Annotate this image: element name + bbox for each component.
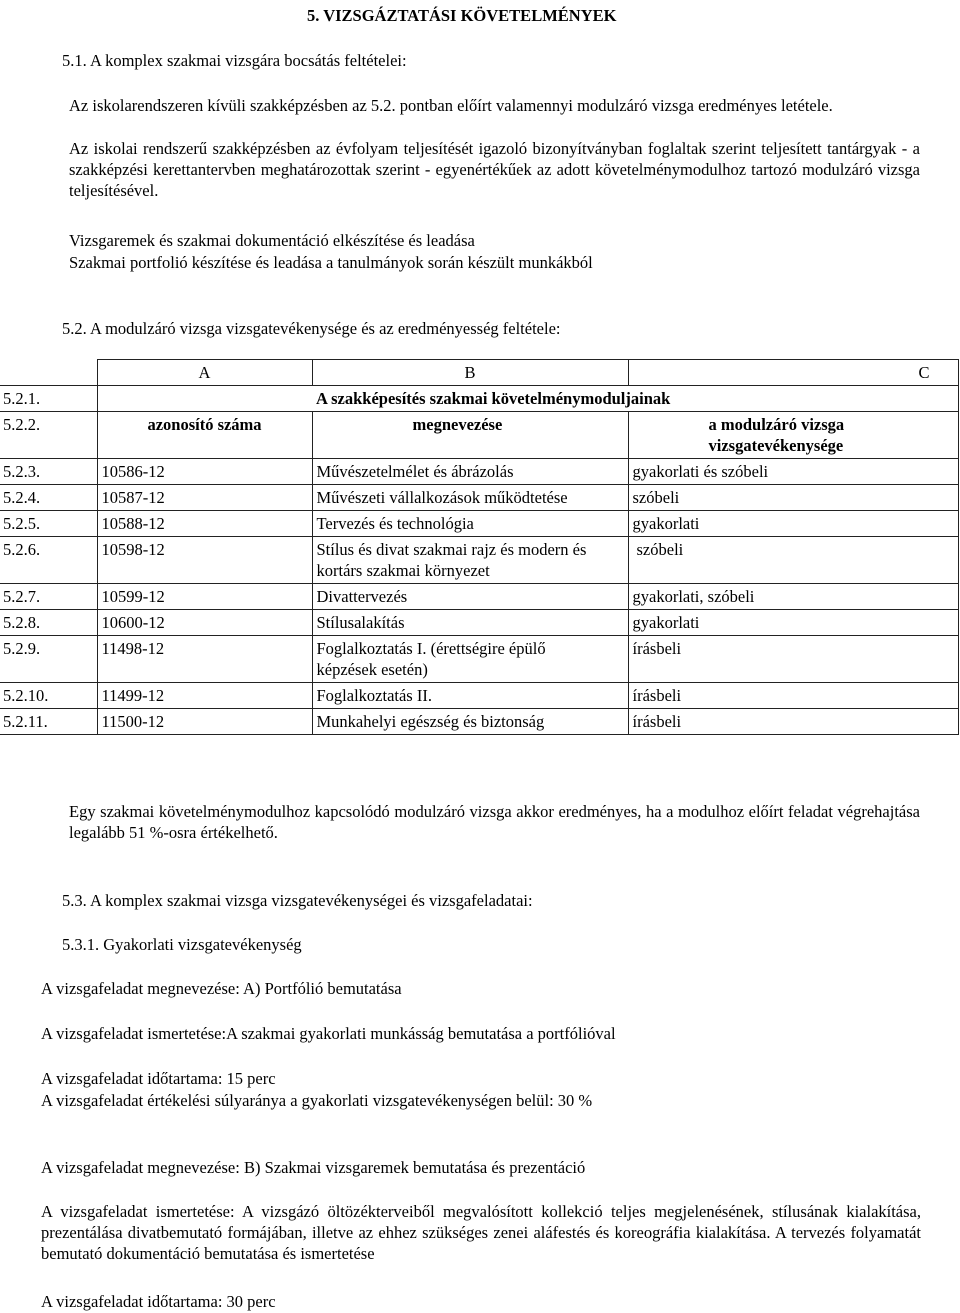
module-id: 10587-12: [97, 485, 312, 511]
table-row: [0, 537, 958, 584]
module-id: 11498-12: [97, 636, 312, 683]
header-name: megnevezése: [312, 412, 628, 459]
row-number: 5.2.1.: [0, 386, 97, 412]
module-name: Tervezés és technológia: [312, 511, 628, 537]
column-letter-a: A: [97, 360, 312, 386]
column-letter-c: C: [628, 360, 958, 386]
module-name: Stílusalakítás: [312, 610, 628, 636]
module-activity: írásbeli: [628, 709, 958, 735]
task-b-duration: A vizsgafeladat időtartama: 30 perc: [41, 1292, 276, 1311]
page-title: 5. VIZSGÁZTATÁSI KÖVETELMÉNYEK: [307, 6, 617, 25]
module-group-title: A szakképesítés szakmai követelménymoduljainak: [312, 386, 958, 412]
module-id: 10599-12: [97, 584, 312, 610]
module-name: Foglalkoztatás I. (érettségire épülő képzések esetén): [312, 636, 628, 683]
row-number: 5.2.9.: [0, 636, 97, 683]
task-a-duration: A vizsgafeladat időtartama: 15 perc: [41, 1069, 276, 1088]
table-row: [0, 584, 958, 610]
table-row: [0, 683, 958, 709]
table-row: [0, 709, 958, 735]
section-5-2-heading: 5.2. A modulzáró vizsga vizsgatevékenysége és az eredményesség feltétele:: [62, 319, 561, 338]
task-b-description: A vizsgafeladat ismertetése: A vizsgázó öltözékterveiből megvalósított kollekció teljes megjelenésének, stílusának kialakítása, prezentálása divatbemutató formájában, illetve az ehhez szükséges zenei aláfestés és koreográfia kialakítása. A tervezés folyamatát bemutató dokumentáció bemutatása és ismertetése: [41, 1202, 921, 1263]
table-row: [0, 511, 958, 537]
table-row: [0, 610, 958, 636]
module-name: Művészeti vállalkozások működtetése: [312, 485, 628, 511]
module-id: 10588-12: [97, 511, 312, 537]
table-row-5-2-1: [0, 386, 958, 412]
module-exam-table: [0, 359, 959, 735]
paragraph-school-system: Az iskolai rendszerű szakképzésben az évfolyam teljesítését igazoló bizonyítványban foglaltak szerint teljesített tantárgyak - a szakképzési kerettantervben meghatározottak szerint - egyenértékűek az adott követelménymodulhoz tartozó modulzáró vizsga teljesítésével.: [69, 139, 920, 200]
row-number: 5.2.7.: [0, 584, 97, 610]
row-number: 5.2.5.: [0, 511, 97, 537]
header-id: azonosító száma: [97, 412, 312, 459]
paragraph-non-school: Az iskolarendszeren kívüli szakképzésben az 5.2. pontban előírt valamennyi modulzáró vizsga eredményes letétele.: [69, 96, 833, 115]
row-number: 5.2.10.: [0, 683, 97, 709]
module-activity: írásbeli: [628, 683, 958, 709]
module-activity: gyakorlati: [628, 511, 958, 537]
module-activity: szóbeli: [628, 537, 958, 584]
task-a-weight: A vizsgafeladat értékelési súlyaránya a gyakorlati vizsgatevékenységen belül: 30 %: [41, 1091, 593, 1110]
module-id: 11499-12: [97, 683, 312, 709]
task-b-name: A vizsgafeladat megnevezése: B) Szakmai vizsgaremek bemutatása és prezentáció: [41, 1158, 586, 1177]
module-name: Divattervezés: [312, 584, 628, 610]
module-name: Stílus és divat szakmai rajz és modern és kortárs szakmai környezet: [312, 537, 628, 584]
row-number: 5.2.11.: [0, 709, 97, 735]
module-activity: gyakorlati és szóbeli: [628, 459, 958, 485]
module-id: 10598-12: [97, 537, 312, 584]
table-cell-empty: [97, 386, 312, 412]
module-activity: írásbeli: [628, 636, 958, 683]
table-row: [0, 636, 958, 683]
module-id: 10600-12: [97, 610, 312, 636]
module-activity: gyakorlati, szóbeli: [628, 584, 958, 610]
column-letter-b: B: [312, 360, 628, 386]
module-name: Munkahelyi egészség és biztonság: [312, 709, 628, 735]
table-header-row: [0, 412, 958, 459]
module-activity: gyakorlati: [628, 610, 958, 636]
row-number: 5.2.6.: [0, 537, 97, 584]
section-5-3-heading: 5.3. A komplex szakmai vizsga vizsgatevékenységei és vizsgafeladatai:: [62, 891, 533, 910]
table-row: [0, 485, 958, 511]
module-name: Művészetelmélet és ábrázolás: [312, 459, 628, 485]
subsection-5-3-1-heading: 5.3.1. Gyakorlati vizsgatevékenység: [62, 935, 302, 954]
table-row: [0, 459, 958, 485]
table-cell-empty: [0, 360, 97, 386]
header-activity: a modulzáró vizsga vizsgatevékenysége: [628, 412, 958, 459]
paragraph-portfolio: Szakmai portfolió készítése és leadása a tanulmányok során készült munkákból: [69, 253, 593, 272]
row-number: 5.2.4.: [0, 485, 97, 511]
row-number: 5.2.3.: [0, 459, 97, 485]
module-name: Foglalkoztatás II.: [312, 683, 628, 709]
row-number: 5.2.2.: [0, 412, 97, 459]
task-a-name: A vizsgafeladat megnevezése: A) Portfólió bemutatása: [41, 979, 402, 998]
module-id: 11500-12: [97, 709, 312, 735]
module-activity: szóbeli: [628, 485, 958, 511]
paragraph-exam-piece: Vizsgaremek és szakmai dokumentáció elkészítése és leadása: [69, 231, 475, 250]
row-number: 5.2.8.: [0, 610, 97, 636]
task-a-description: A vizsgafeladat ismertetése:A szakmai gyakorlati munkásság bemutatása a portfólióval: [41, 1024, 616, 1043]
section-5-1-heading: 5.1. A komplex szakmai vizsgára bocsátás feltételei:: [62, 51, 407, 70]
table-column-letters: [0, 360, 958, 386]
module-id: 10586-12: [97, 459, 312, 485]
paragraph-success-condition: Egy szakmai követelménymodulhoz kapcsolódó modulzáró vizsga akkor eredményes, ha a modulhoz előírt feladat végrehajtása legalább 51 %-osra értékelhető.: [69, 802, 920, 842]
